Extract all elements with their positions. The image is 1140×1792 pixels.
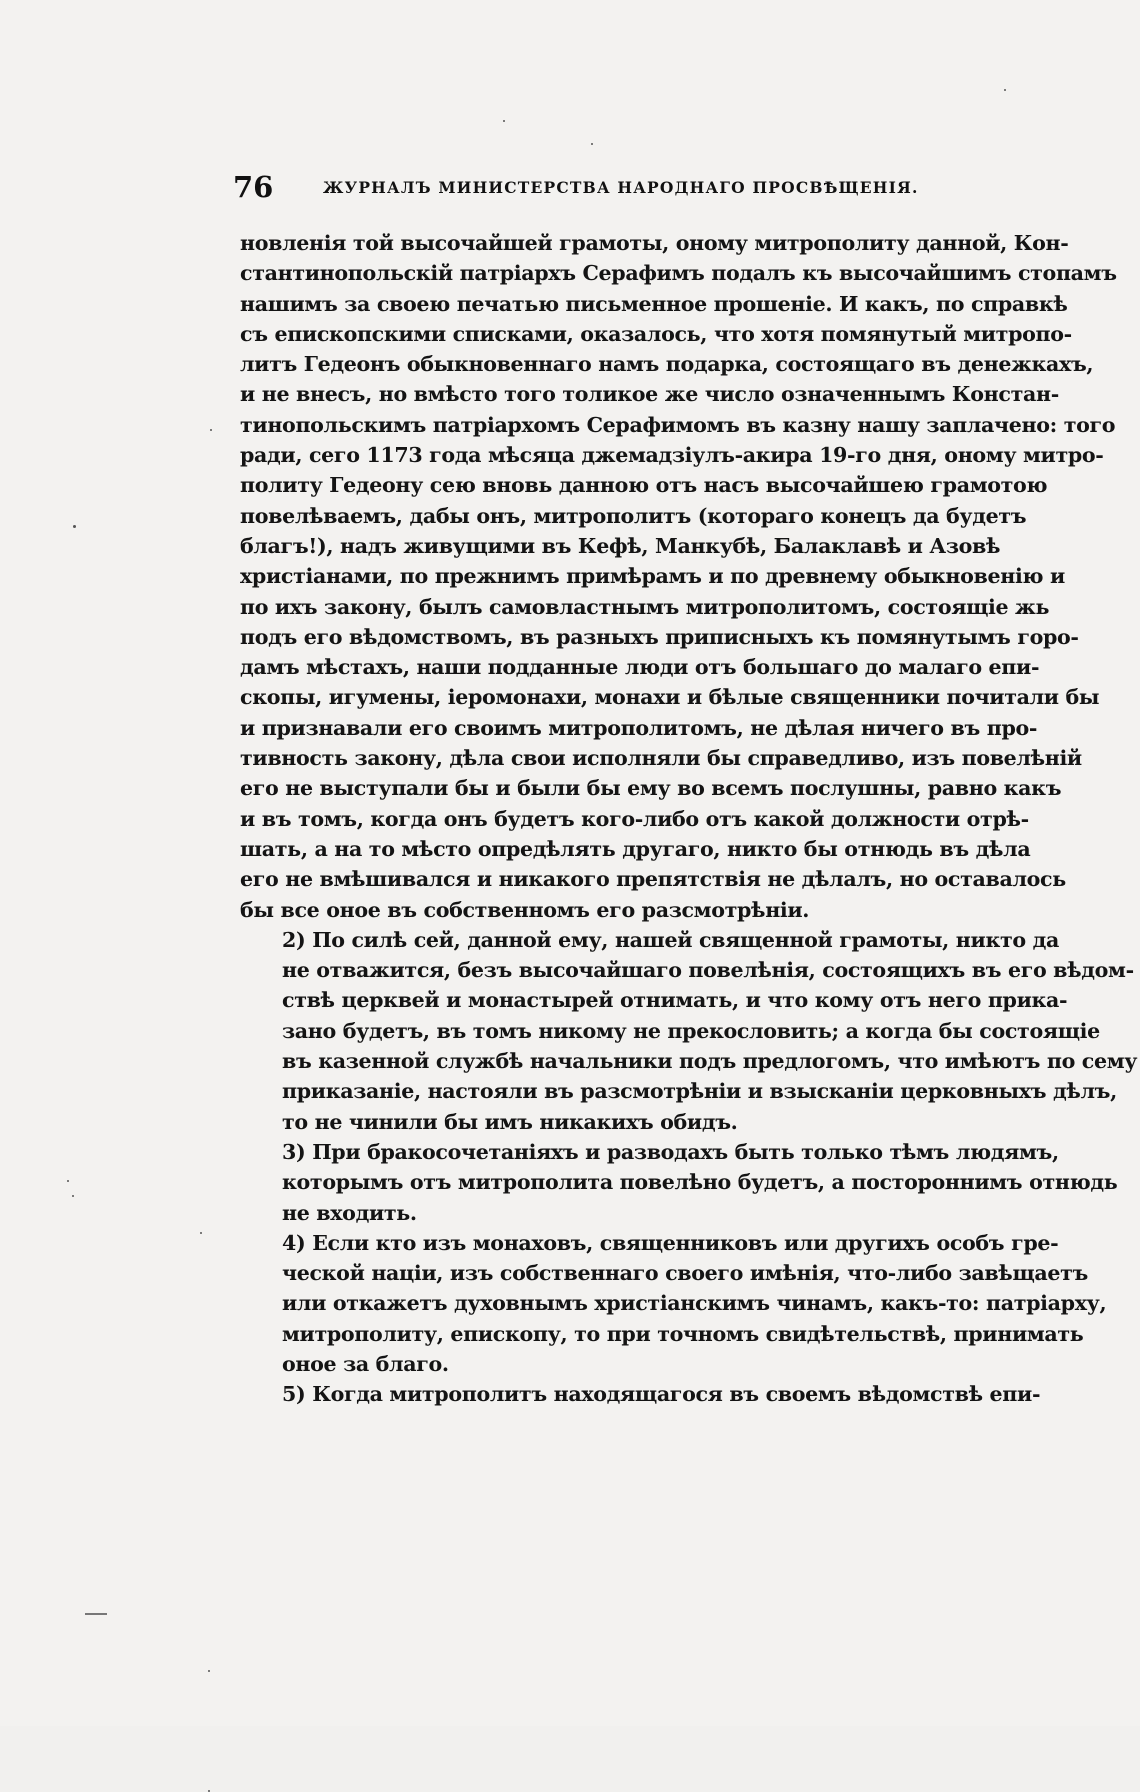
text-line: тинопольскимъ патріархомъ Серафимомъ въ казну нашу заплачено: того: [240, 412, 1116, 437]
text-line: митрополиту, епископу, то при точномъ свидѣтельствѣ, принимать: [282, 1321, 1084, 1346]
text-line: или откажетъ духовнымъ христіанскимъ чинамъ, какъ-то: патріарху,: [282, 1291, 1107, 1316]
running-title: ЖУРНАЛЪ МИНИСТЕРСТВА НАРОДНАГО ПРОСВѢЩЕНІЯ.: [323, 178, 919, 197]
text-line: его не вмѣшивался и никакого препятствія не дѣлалъ, но оставалось: [240, 867, 1066, 892]
text-line: 5) Когда митрополитъ находящагося въ своемъ вѣдомствѣ епи-: [282, 1382, 1041, 1407]
scan-mark: [85, 1613, 107, 1615]
text-line: нашимъ за своею печатью письменное прошеніе. И какъ, по справкѣ: [240, 291, 1068, 316]
text-line: съ епископскими списками, оказалось, что хотя помянутый митропо-: [240, 321, 1072, 346]
text-line: ради, сего 1173 года мѣсяца джемадзіулъ-акира 19-го дня, оному митро-: [240, 443, 1104, 468]
text-line: повелѣваемъ, дабы онъ, митрополитъ (котораго конецъ да будетъ: [240, 503, 1027, 528]
paragraph-1: [240, 228, 1117, 925]
paragraph-5: [240, 1379, 1041, 1409]
text-line: стантинопольскій патріархъ Серафимъ подалъ къ высочайшимъ стопамъ: [240, 261, 1117, 286]
text-line: его не выступали бы и были бы ему во всемъ послушны, равно какъ: [240, 776, 1062, 801]
text-line: по ихъ закону, былъ самовластнымъ митрополитомъ, состоящіе жь: [240, 594, 1050, 619]
text-line: ствѣ церквей и монастырей отнимать, и что кому отъ него прика-: [282, 988, 1068, 1013]
page-number: 76: [233, 170, 274, 204]
text-line: и въ томъ, когда онъ будетъ кого-либо отъ какой должности отрѣ-: [240, 806, 1029, 831]
text-line: 2) По силѣ сей, данной ему, нашей священной грамоты, никто да: [282, 927, 1059, 952]
text-line: приказаніе, настояли въ разсмотрѣніи и взысканіи церковныхъ дѣлъ,: [282, 1079, 1117, 1104]
text-line: дамъ мѣстахъ, наши подданные люди отъ большаго до малаго епи-: [240, 655, 1040, 680]
text-line: 3) При бракосочетаніяхъ и разводахъ быть только тѣмъ людямъ,: [282, 1139, 1059, 1164]
text-line: и не внесъ, но вмѣсто того толикое же число означеннымъ Констан-: [240, 382, 1059, 407]
text-line: тивность закону, дѣла свои исполняли бы справедливо, изъ повелѣній: [240, 746, 1082, 771]
text-line: не отважится, безъ высочайшаго повелѣнія, состоящихъ въ его вѣдом-: [282, 958, 1134, 983]
text-line: и признавали его своимъ митрополитомъ, не дѣлая ничего въ про-: [240, 715, 1038, 740]
text-line: скопы, игумены, іеромонахи, монахи и бѣлые священники почитали бы: [240, 685, 1100, 710]
text-line: бы все оное въ собственномъ его разсмотрѣніи.: [240, 897, 810, 922]
text-line: христіанами, по прежнимъ примѣрамъ и по древнему обыкновенію и: [240, 564, 1065, 589]
text-line: политу Гедеону сею вновь данною отъ насъ высочайшею грамотою: [240, 473, 1048, 498]
paragraph-3: [240, 1137, 1118, 1228]
text-line: ческой націи, изъ собственнаго своего имѣнія, что-либо завѣщаетъ: [282, 1261, 1088, 1286]
text-line: въ казенной службѣ начальники подъ предлогомъ, что имѣютъ по сему: [282, 1049, 1138, 1074]
text-line: подъ его вѣдомствомъ, въ разныхъ приписныхъ къ помянутымъ горо-: [240, 624, 1079, 649]
text-line: не входить.: [282, 1200, 417, 1225]
page-header: [233, 170, 933, 210]
text-line: новленія той высочайшей грамоты, оному митрополиту данной, Кон-: [240, 231, 1069, 255]
paragraph-2: [240, 925, 1138, 1137]
text-line: благъ!), надъ живущими въ Кефѣ, Манкубѣ, Балаклавѣ и Азовѣ: [240, 533, 1001, 558]
text-line: 4) Если кто изъ монаховъ, священниковъ или другихъ особъ гре-: [282, 1230, 1059, 1255]
text-line: которымъ отъ митрополита повелѣно будетъ, а постороннимъ отнюдь: [282, 1170, 1118, 1195]
text-line: литъ Гедеонъ обыкновеннаго намъ подарка, состоящаго въ денежкахъ,: [240, 352, 1094, 377]
paragraph-4: [240, 1228, 1107, 1379]
text-line: то не чинили бы имъ никакихъ обидъ.: [282, 1109, 738, 1134]
text-line: шать, а на то мѣсто опредѣлять другаго, никто бы отнюдь въ дѣла: [240, 836, 1031, 861]
text-line: оное за благо.: [282, 1351, 449, 1376]
body-text: [240, 228, 1138, 1410]
text-line: зано будетъ, въ томъ никому не прекословить; а когда бы состоящіе: [282, 1018, 1100, 1043]
